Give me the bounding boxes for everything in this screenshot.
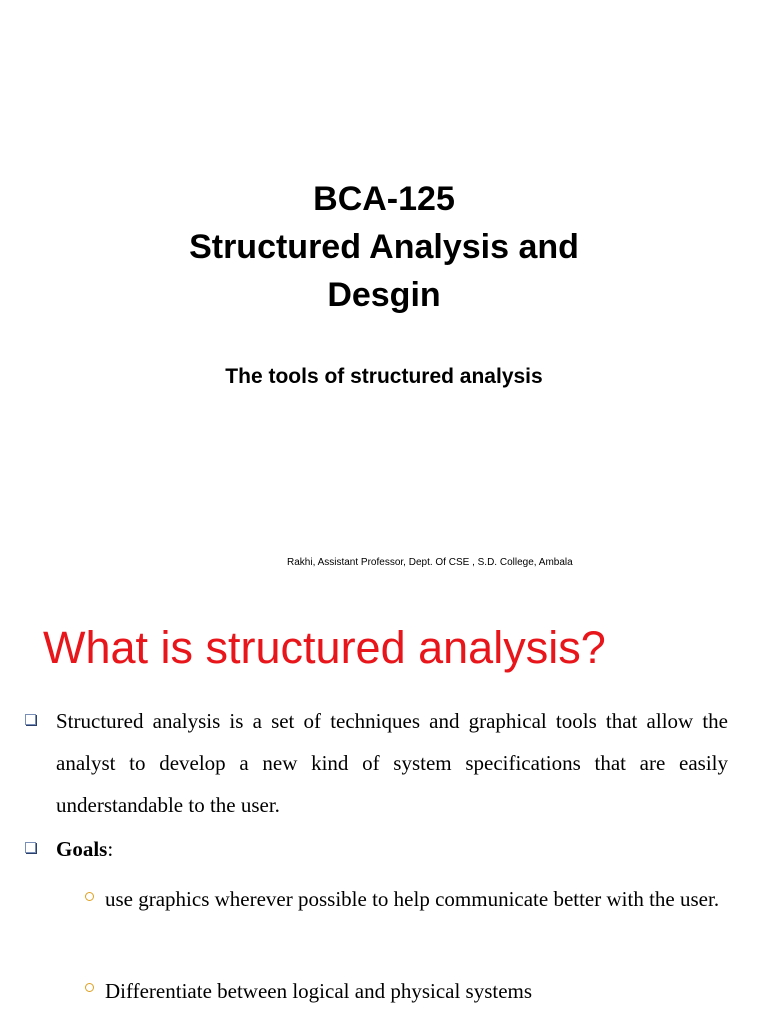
sub-bullet-text: use graphics wherever possible to help communicate better with the user.: [105, 887, 720, 911]
sub-bullet-text: Differentiate between logical and physical systems: [105, 979, 533, 1003]
slide-heading: What is structured analysis?: [43, 622, 606, 673]
ring-bullet-icon: [85, 983, 94, 992]
square-bullet-icon: [25, 842, 36, 853]
square-bullet-icon: [25, 714, 36, 725]
sub-bullet-item: [105, 878, 725, 920]
slide-subtitle: The tools of structured analysis: [225, 365, 543, 388]
course-code: BCA-125: [313, 180, 455, 218]
sub-bullet-item: [105, 970, 725, 1012]
ring-bullet-icon: [85, 892, 94, 901]
course-name-line-1: Structured Analysis and: [189, 228, 579, 266]
author-credit: Rakhi, Assistant Professor, Dept. Of CSE , S.D. College, Ambala: [287, 557, 573, 568]
bullet-item-goals: [56, 828, 728, 870]
course-name-line-2: Desgin: [327, 276, 441, 314]
goals-label: Goals: [56, 837, 108, 861]
bullet-item: [56, 700, 728, 826]
goals-colon: :: [107, 837, 114, 861]
content-slide: [0, 600, 768, 1024]
bullet-text: Structured analysis is a set of techniques and graphical tools that allow the analyst to develop a new kind of system specifications that are easily understandable to the user.: [56, 709, 728, 817]
course-title: [0, 175, 768, 319]
